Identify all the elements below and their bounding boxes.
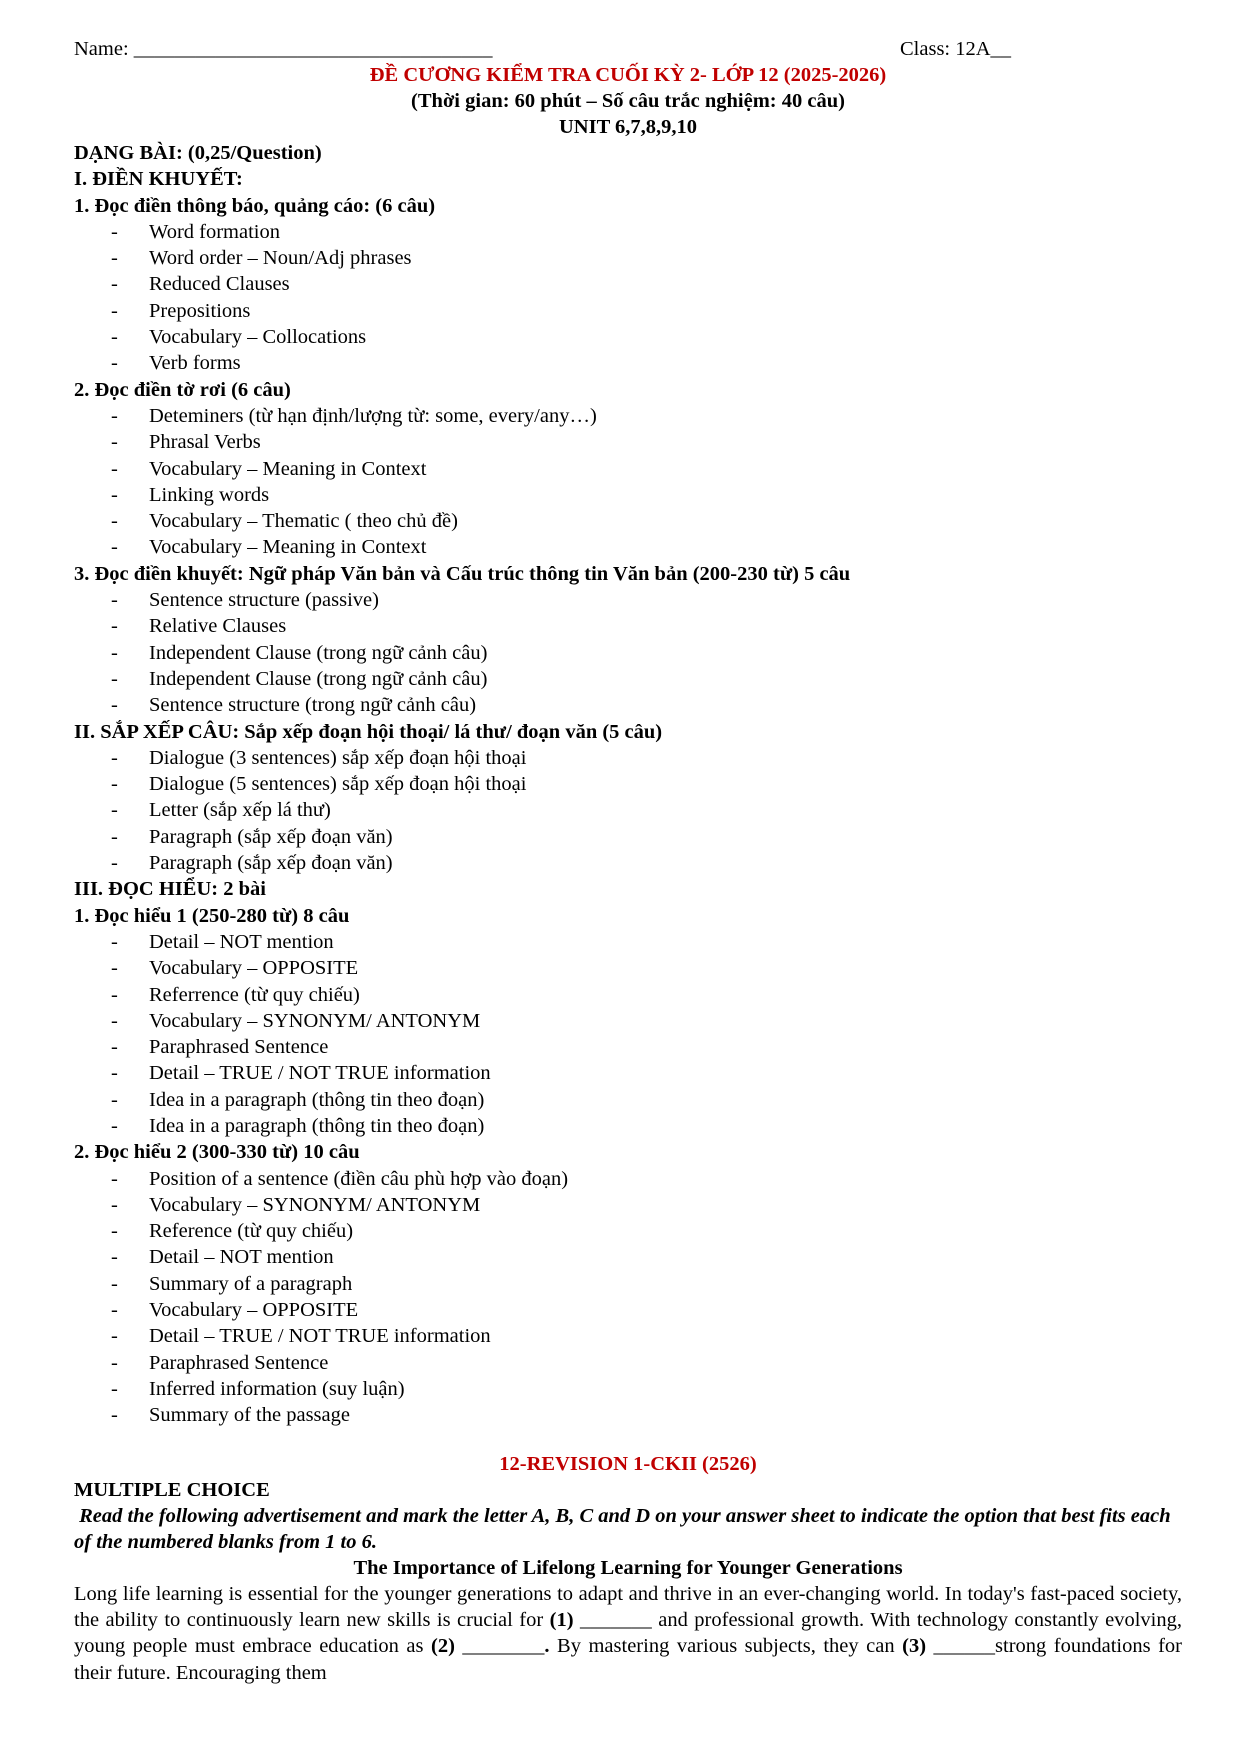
list-item: - Paragraph (sắp xếp đoạn văn) [111,825,393,848]
spacer [74,1429,1182,1451]
units-line: UNIT 6,7,8,9,10 [558,116,697,138]
section-1-part-3-list [74,587,1182,718]
list-item: - Reduced Clauses [111,273,290,296]
list-item: - Vocabulary – SYNONYM/ ANTONYM [111,1009,481,1032]
section-3-part-2-heading: 2. Đọc hiểu 2 (300-330 từ) 10 câu [74,1141,360,1164]
passage-paragraph: Long life learning is essential for the younger generations to adapt and thrive in an ever-changing world. In today's fast-paced society, the ability to continuously learn new skills is crucial for (1) _______ and professional growth. With technology constantly evolving, young people must embrace education as (2) ________. By mastering various subjects, they can (3) ______strong foundations for their future. Encouraging them [74,1582,1183,1684]
list-item: - Phrasal Verbs [111,431,261,454]
section-1-part-2-list [74,403,1182,561]
list-item: - Letter (sắp xếp lá thư) [111,799,331,822]
section-3-heading: III. ĐỌC HIỂU: 2 bài [74,878,266,901]
list-item: - Linking words [111,483,270,506]
list-item: - Sentence structure (passive) [111,589,379,612]
blank-2-label: (2) [431,1635,455,1658]
document-page [74,36,1182,1686]
section-3-part-1-list [74,929,1182,1139]
list-item: - Reference (từ quy chiếu) [111,1220,354,1243]
dang-bai-heading: DẠNG BÀI: (0,25/Question) [74,142,322,164]
list-item: - Dialogue (5 sentences) sắp xếp đoạn hội thoại [111,773,527,796]
section-1-part-1-list [74,219,1182,377]
list-item: - Summary of the passage [111,1404,350,1427]
list-item: - Paragraph (sắp xếp đoạn văn) [111,852,393,875]
section-1-part-2-heading: 2. Đọc điền tờ rơi (6 câu) [74,378,291,401]
list-item: - Vocabulary – SYNONYM/ ANTONYM [111,1193,481,1216]
section-2-heading: II. SẮP XẾP CÂU: Sắp xếp đoạn hội thoại/ lá thư/ đoạn văn (5 câu) [74,720,663,743]
list-item: - Vocabulary – Collocations [111,326,367,349]
list-item: - Detail – TRUE / NOT TRUE information [111,1325,491,1348]
section-1-part-1-heading: 1. Đọc điền thông báo, quảng cáo: (6 câu) [74,194,436,217]
section-1-part-3-heading: 3. Đọc điền khuyết: Ngữ pháp Văn bản và Cấu trúc thông tin Văn bản (200-230 từ) 5 câu [74,562,851,585]
list-item: - Vocabulary – OPPOSITE [111,957,359,980]
list-item: - Independent Clause (trong ngữ cảnh câu) [111,667,488,690]
list-item: - Independent Clause (trong ngữ cảnh câu) [111,641,488,664]
list-item: - Detail – TRUE / NOT TRUE information [111,1062,491,1085]
blank-1-label: (1) [549,1609,574,1632]
list-item: - Paraphrased Sentence [111,1036,329,1059]
list-item: - Position of a sentence (điền câu phù hợp vào đoạn) [111,1167,569,1190]
list-item: - Summary of a paragraph [111,1272,353,1295]
revision-title: 12-REVISION 1-CKII (2526) [499,1452,757,1475]
section-3-part-2-list [74,1166,1182,1429]
list-item: - Idea in a paragraph (thông tin theo đoạn) [111,1088,485,1111]
list-item: - Deteminers (từ hạn định/lượng từ: some, every/any…) [111,404,597,427]
list-item: - Sentence structure (trong ngữ cảnh câu) [111,694,477,717]
list-item: - Word order – Noun/Adj phrases [111,247,412,270]
list-item: - Paraphrased Sentence [111,1351,329,1374]
list-item: - Relative Clauses [111,615,287,638]
document-subtitle: (Thời gian: 60 phút – Số câu trắc nghiệm: 40 câu) [411,90,845,112]
list-item: - Idea in a paragraph (thông tin theo đoạn) [111,1114,485,1137]
list-item: - Vocabulary – Meaning in Context [111,536,427,559]
instruction-text: Read the following advertisement and mark the letter A, B, C and D on your answer sheet to indicate the option that best fits each of the numbered blanks from 1 to 6. [74,1504,1171,1553]
list-item: - Vocabulary – Thematic ( theo chủ đề) [111,510,458,533]
list-item: - Word formation [111,220,280,243]
section-2-list [74,745,1182,876]
list-item: - Inferred information (suy luận) [111,1377,405,1400]
list-item: - Detail – NOT mention [111,1246,334,1269]
list-item: - Referrence (từ quy chiếu) [111,983,360,1006]
document-title: ĐỀ CƯƠNG KIỂM TRA CUỐI KỲ 2- LỚP 12 (2025-2026) [369,64,887,86]
multiple-choice-heading: MULTIPLE CHOICE [74,1478,270,1501]
list-item: - Vocabulary – OPPOSITE [111,1299,359,1322]
passage-title: The Importance of Lifelong Learning for Younger Generations [353,1556,903,1579]
name-field-label: Name: ___________________________________ [74,38,493,60]
section-1-heading: I. ĐIỀN KHUYẾT: [74,168,243,191]
list-item: - Vocabulary – Meaning in Context [111,457,427,480]
list-item: - Detail – NOT mention [111,930,334,953]
list-item: - Dialogue (3 sentences) sắp xếp đoạn hội thoại [111,746,527,769]
class-field-label: Class: 12A__ [900,38,1012,60]
list-item: - Verb forms [111,352,241,375]
name-class-row [74,36,1182,62]
list-item: - Prepositions [111,299,251,322]
blank-3-label: (3) [902,1635,927,1658]
section-3-part-1-heading: 1. Đọc hiểu 1 (250-280 từ) 8 câu [74,904,350,927]
